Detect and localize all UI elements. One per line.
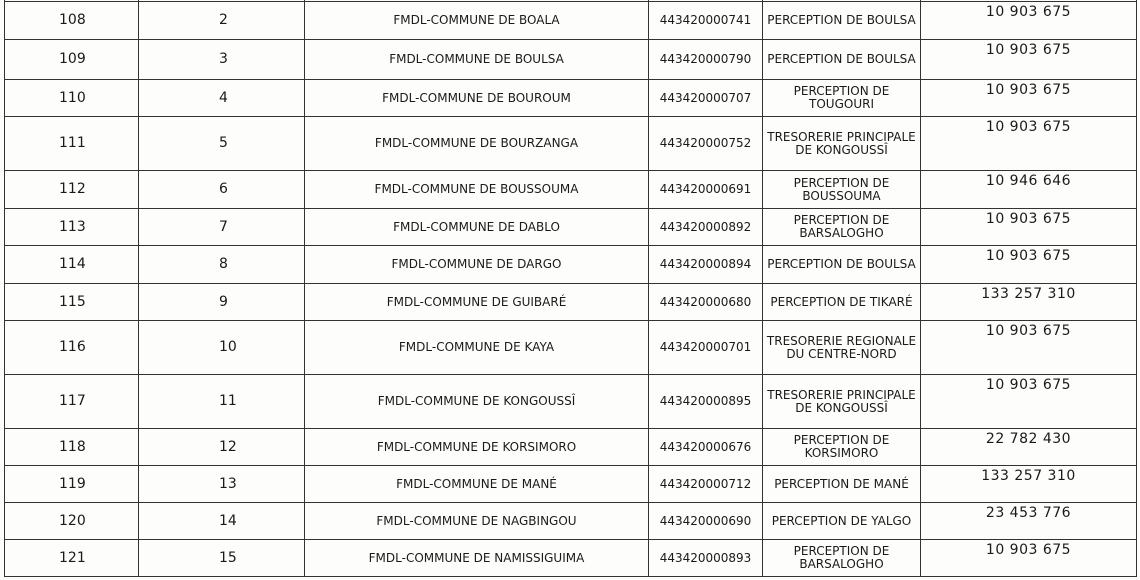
table-row [5,375,1137,429]
row-index-cell: 15 [139,540,305,577]
row-number-cell: 115 [5,284,139,321]
amount-cell: 10 903 675 [921,209,1137,246]
amount-cell: 10 903 675 [921,80,1137,117]
commune-name-cell: FMDL-COMMUNE DE BOULSA [305,40,649,80]
commune-name-cell: FMDL-COMMUNE DE BOALA [305,2,649,40]
account-number-cell: 443420000690 [649,503,763,540]
row-index-cell: 11 [139,375,305,429]
row-number-cell: 117 [5,375,139,429]
table-row [5,40,1137,80]
row-number-cell: 109 [5,40,139,80]
table-row [5,80,1137,117]
amount-cell: 10 903 675 [921,117,1137,171]
treasury-post-cell: PERCEPTION DE BOULSA [763,246,921,284]
table-row [5,246,1137,284]
row-number-cell: 120 [5,503,139,540]
commune-name-cell: FMDL-COMMUNE DE DABLO [305,209,649,246]
account-number-cell: 443420000712 [649,466,763,503]
treasury-post-cell: PERCEPTION DE YALGO [763,503,921,540]
commune-name-cell: FMDL-COMMUNE DE KAYA [305,321,649,375]
row-index-cell: 8 [139,246,305,284]
row-index-cell: 4 [139,80,305,117]
row-number-cell: 116 [5,321,139,375]
commune-name-cell: FMDL-COMMUNE DE GUIBARÉ [305,284,649,321]
table-body [5,0,1137,577]
table-row [5,466,1137,503]
commune-name-cell: FMDL-COMMUNE DE BOUSSOUMA [305,171,649,209]
row-number-cell: 110 [5,80,139,117]
row-number-cell: 121 [5,540,139,577]
row-index-cell: 10 [139,321,305,375]
row-index-cell: 6 [139,171,305,209]
commune-name-cell: FMDL-COMMUNE DE BOUROUM [305,80,649,117]
row-number-cell: 118 [5,429,139,466]
treasury-post-cell: PERCEPTION DE TOUGOURI [763,80,921,117]
treasury-post-cell: PERCEPTION DE BOUSSOUMA [763,171,921,209]
commune-name-cell: FMDL-COMMUNE DE KONGOUSSÎ [305,375,649,429]
amount-cell: 10 903 675 [921,540,1137,577]
account-number-cell: 443420000676 [649,429,763,466]
row-index-cell: 13 [139,466,305,503]
table-row [5,117,1137,171]
table-row [5,321,1137,375]
row-index-cell: 3 [139,40,305,80]
amount-cell: 10 903 675 [921,321,1137,375]
table-row [5,429,1137,466]
treasury-post-cell: TRESORERIE PRINCIPALE DE KONGOUSSÎ [763,117,921,171]
account-number-cell: 443420000701 [649,321,763,375]
amount-cell: 23 453 776 [921,503,1137,540]
treasury-post-cell: PERCEPTION DE BARSALOGHO [763,540,921,577]
commune-name-cell: FMDL-COMMUNE DE NAGBINGOU [305,503,649,540]
row-index-cell: 7 [139,209,305,246]
amount-cell: 10 903 675 [921,375,1137,429]
account-number-cell: 443420000752 [649,117,763,171]
treasury-post-cell: PERCEPTION DE BARSALOGHO [763,209,921,246]
account-number-cell: 443420000790 [649,40,763,80]
row-number-cell: 112 [5,171,139,209]
account-number-cell: 443420000893 [649,540,763,577]
amount-cell: 10 903 675 [921,246,1137,284]
amount-cell: 10 903 675 [921,2,1137,40]
commune-name-cell: FMDL-COMMUNE DE BOURZANGA [305,117,649,171]
row-number-cell: 111 [5,117,139,171]
row-number-cell: 108 [5,2,139,40]
table-row [5,540,1137,577]
commune-name-cell: FMDL-COMMUNE DE DARGO [305,246,649,284]
table-row [5,171,1137,209]
commune-name-cell: FMDL-COMMUNE DE NAMISSIGUIMA [305,540,649,577]
treasury-post-cell: TRESORERIE REGIONALE DU CENTRE-NORD [763,321,921,375]
amount-cell: 10 903 675 [921,40,1137,80]
allocation-table [4,0,1137,577]
amount-cell: 133 257 310 [921,466,1137,503]
account-number-cell: 443420000691 [649,171,763,209]
commune-name-cell: FMDL-COMMUNE DE KORSIMORO [305,429,649,466]
commune-name-cell: FMDL-COMMUNE DE MANÉ [305,466,649,503]
treasury-post-cell: PERCEPTION DE TIKARÉ [763,284,921,321]
account-number-cell: 443420000680 [649,284,763,321]
table-row [5,2,1137,40]
account-number-cell: 443420000741 [649,2,763,40]
table-row [5,209,1137,246]
row-number-cell: 113 [5,209,139,246]
treasury-post-cell: TRESORERIE PRINCIPALE DE KONGOUSSÎ [763,375,921,429]
treasury-post-cell: PERCEPTION DE MANÉ [763,466,921,503]
treasury-post-cell: PERCEPTION DE BOULSA [763,2,921,40]
table-row [5,284,1137,321]
row-index-cell: 9 [139,284,305,321]
row-number-cell: 119 [5,466,139,503]
row-index-cell: 2 [139,2,305,40]
row-index-cell: 14 [139,503,305,540]
account-number-cell: 443420000707 [649,80,763,117]
amount-cell: 133 257 310 [921,284,1137,321]
row-index-cell: 5 [139,117,305,171]
table-row [5,503,1137,540]
account-number-cell: 443420000892 [649,209,763,246]
amount-cell: 10 946 646 [921,171,1137,209]
treasury-post-cell: PERCEPTION DE BOULSA [763,40,921,80]
row-index-cell: 12 [139,429,305,466]
row-number-cell: 114 [5,246,139,284]
amount-cell: 22 782 430 [921,429,1137,466]
account-number-cell: 443420000894 [649,246,763,284]
account-number-cell: 443420000895 [649,375,763,429]
treasury-post-cell: PERCEPTION DE KORSIMORO [763,429,921,466]
